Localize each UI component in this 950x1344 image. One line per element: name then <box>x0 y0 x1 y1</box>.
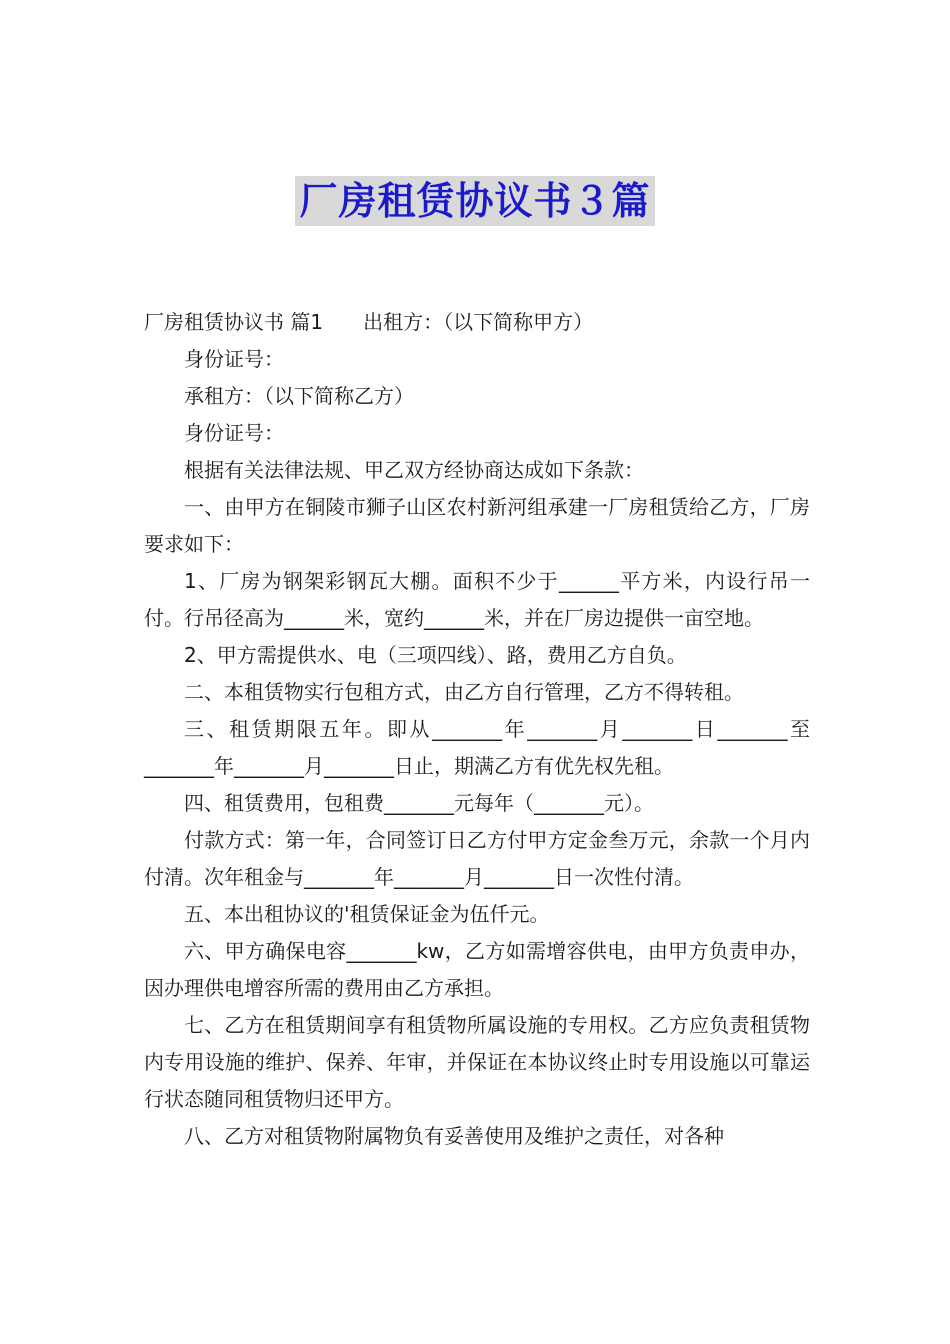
paragraph-clause-6: 六、甲方确保电容_______kw，乙方如需增容供电，由甲方负责申办，因办理供电增容所需的费用由乙方承担。 <box>144 939 810 1000</box>
paragraph-clause-1: 一、由甲方在铜陵市狮子山区农村新河组承建一厂房租赁给乙方，厂房要求如下： <box>144 495 810 556</box>
heading-line <box>144 304 810 341</box>
paragraph-clause-8: 八、乙方对租赁物附属物负有妥善使用及维护之责任，对各种 <box>184 1124 724 1148</box>
document-body <box>144 304 810 1155</box>
paragraph-clause-3: 三、租赁期限五年。即从_______年_______月_______日_______至_______年_______月_______日止，期满乙方有优先权先租。 <box>144 717 810 778</box>
paragraph-clause-7: 七、乙方在租赁期间享有租赁物所属设施的专用权。乙方应负责租赁物内专用设施的维护、保养、年审，并保证在本协议终止时专用设施以可靠运行状态随同租赁物归还甲方。 <box>144 1013 810 1111</box>
paragraph-lessor-id: 身份证号： <box>184 347 284 371</box>
paragraph-clause-2: 二、本租赁物实行包租方式，由乙方自行管理，乙方不得转租。 <box>184 680 744 704</box>
paragraph-lessee: 承租方：（以下简称乙方） <box>184 384 414 408</box>
paragraph-clause-1-2: 2、甲方需提供水、电（三项四线）、路，费用乙方自负。 <box>184 643 687 667</box>
title-container <box>0 176 950 226</box>
paragraph-payment: 付款方式：第一年，合同签订日乙方付甲方定金叁万元，余款一个月内付清。次年租金与_______年_______月_______日一次性付清。 <box>144 828 810 889</box>
lessor-line: 出租方：（以下简称甲方） <box>363 310 594 334</box>
paragraph-clause-4: 四、租赁费用，包租费_______元每年（_______元）。 <box>184 791 654 815</box>
paragraph-preamble: 根据有关法律法规、甲乙双方经协商达成如下条款： <box>184 458 644 482</box>
document-title: 厂房租赁协议书３篇 <box>295 176 654 226</box>
paragraph-lessee-id: 身份证号： <box>184 421 284 445</box>
part-label: 厂房租赁协议书 篇1 <box>144 310 324 334</box>
paragraph-clause-1-1: 1、厂房为钢架彩钢瓦大棚。面积不少于______平方米，内设行吊一付。行吊径高为______米，宽约______米，并在厂房边提供一亩空地。 <box>144 569 810 630</box>
paragraph-clause-5: 五、本出租协议的'租赁保证金为伍仟元。 <box>184 902 550 926</box>
